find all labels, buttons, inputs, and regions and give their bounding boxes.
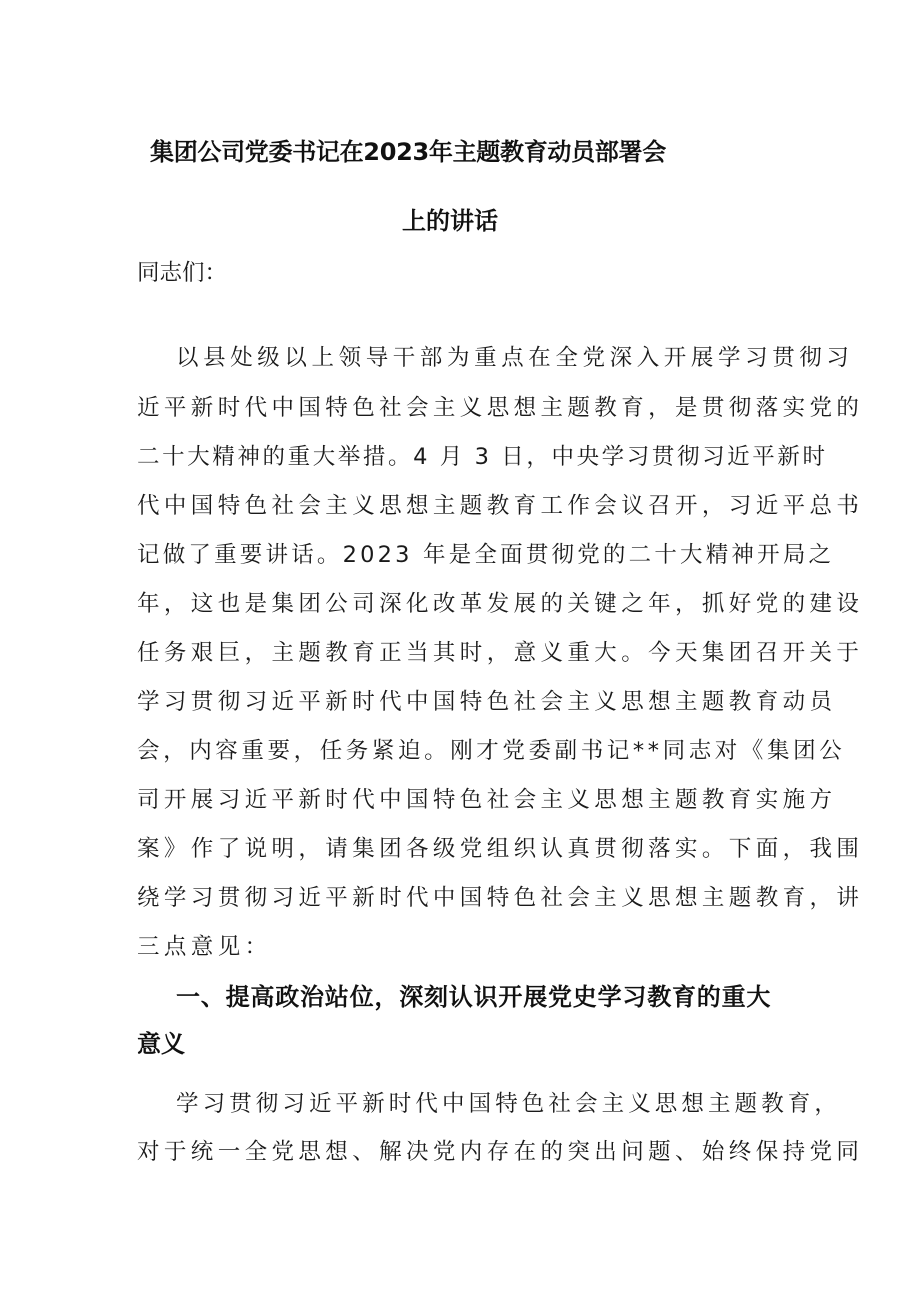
paragraph-1-line: 会，内容重要，任务紧迫。刚才党委副书记**同志对《集团公	[137, 738, 846, 764]
paragraph-1-line: 任务艰巨，主题教育正当其时，意义重大。今天集团召开关于	[137, 640, 864, 666]
document-title-line-1: 集团公司党委书记在2023年主题教育动员部署会	[150, 138, 666, 166]
paragraph-1-line: 学习贯彻习近平新时代中国特色社会主义思想主题教育动员	[137, 689, 837, 715]
paragraph-1-line: 三点意见：	[137, 934, 272, 960]
paragraph-1-line: 案》作了说明，请集团各级党组织认真贯彻落实。下面，我围	[137, 836, 864, 862]
section-1-heading-line-2: 意义	[137, 1030, 185, 1058]
paragraph-1-line: 以县处级以上领导干部为重点在全党深入开展学习贯彻习	[176, 345, 854, 371]
paragraph-1-line: 代中国特色社会主义思想主题教育工作会议召开，习近平总书	[137, 493, 864, 519]
paragraph-1-line: 二十大精神的重大举措。4 月 3 日，中央学习贯彻习近平新时	[137, 444, 828, 470]
paragraph-1-line: 近平新时代中国特色社会主义思想主题教育，是贯彻落实党的	[137, 395, 864, 421]
paragraph-1-line: 记做了重要讲话。2023 年是全面贯彻党的二十大精神开局之	[137, 542, 835, 568]
paragraph-2-line: 学习贯彻习近平新时代中国特色社会主义思想主题教育，	[176, 1091, 842, 1117]
paragraph-1-line: 绕学习贯彻习近平新时代中国特色社会主义思想主题教育，讲	[137, 885, 864, 911]
paragraph-1-line: 年，这也是集团公司深化改革发展的关键之年，抓好党的建设	[137, 591, 864, 617]
salutation: 同志们：	[137, 260, 228, 286]
paragraph-1-line: 司开展习近平新时代中国特色社会主义思想主题教育实施方	[137, 787, 837, 813]
section-1-heading-line-1: 一、提高政治站位，深刻认识开展党史学习教育的重大	[176, 983, 772, 1011]
paragraph-2-line: 对于统一全党思想、解决党内存在的突出问题、始终保持党同	[137, 1139, 864, 1165]
document-title-line-2: 上的讲话	[402, 207, 498, 235]
